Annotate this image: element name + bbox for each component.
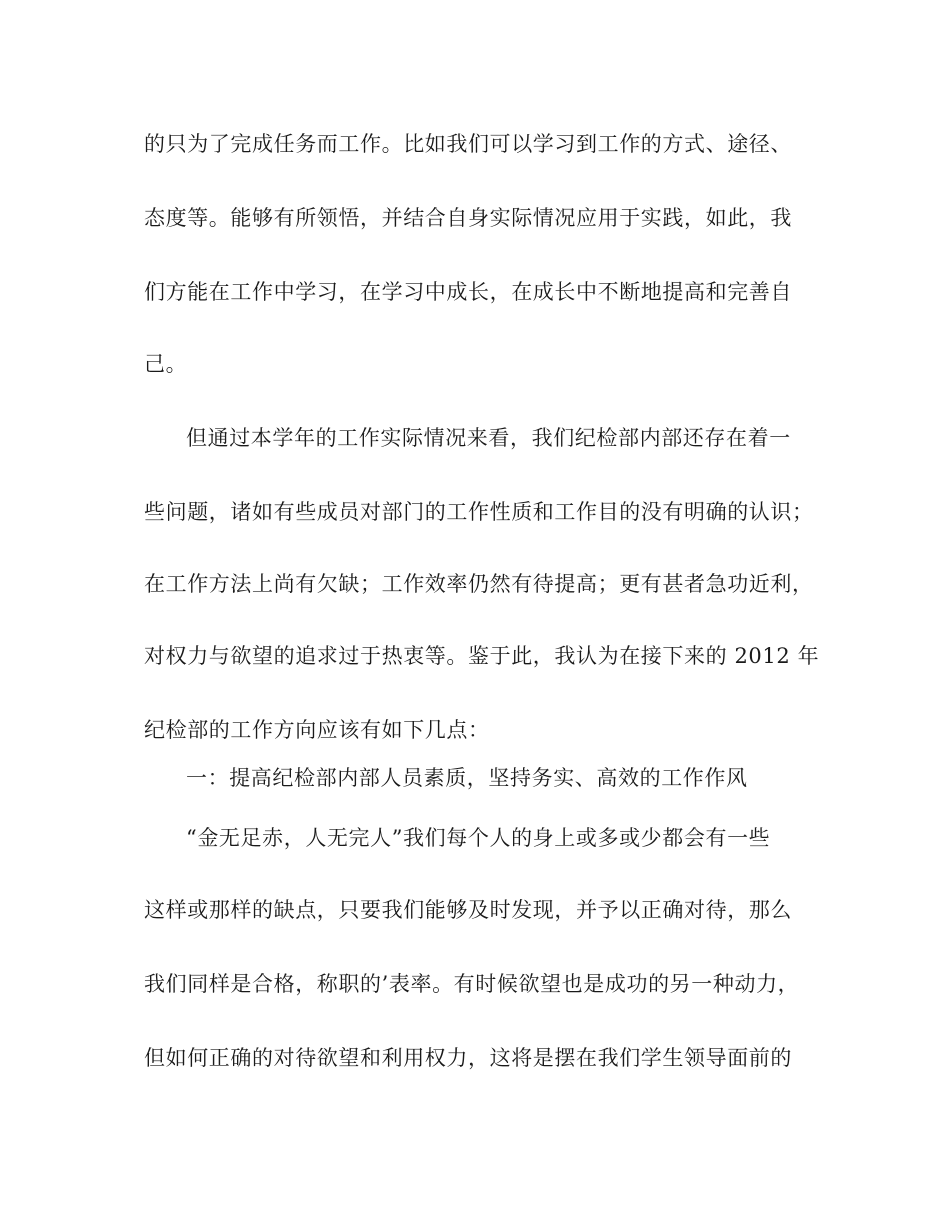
paragraph-line: 在工作方法上尚有欠缺；工作效率仍然有待提高；更有甚者急功近利， — [144, 572, 814, 596]
paragraph-line: 纪检部的工作方向应该有如下几点： — [144, 718, 490, 742]
paragraph-line: 己。 — [144, 352, 188, 376]
paragraph-line: 的只为了完成任务而工作。比如我们可以学习到工作的方式、途径、 — [144, 132, 792, 156]
paragraph-line: 我们同样是合格，称职的’表率。有时候欲望也是成功的另一种动力， — [144, 972, 800, 996]
paragraph-line: 但通过本学年的工作实际情况来看，我们纪检部内部还存在着一 — [186, 426, 791, 450]
paragraph-line: 态度等。能够有所领悟，并结合自身实际情况应用于实践，如此，我 — [144, 206, 792, 230]
paragraph-line: “金无足赤，人无完人”我们每个人的身上或多或少都会有一些 — [186, 826, 771, 850]
paragraph-line: 些问题，诸如有些成员对部门的工作性质和工作目的没有明确的认识； — [144, 500, 814, 524]
paragraph-line: 对权力与欲望的追求过于热衷等。鉴于此，我认为在接下来的 2012 年 — [144, 644, 820, 668]
paragraph-line: 这样或那样的缺点，只要我们能够及时发现，并予以正确对待，那么 — [144, 898, 792, 922]
paragraph-line: 但如何正确的对待欲望和利用权力，这将是摆在我们学生领导面前的 — [144, 1046, 792, 1070]
section-heading: 一：提高纪检部内部人员素质，坚持务实、高效的工作作风 — [186, 766, 748, 790]
paragraph-line: 们方能在工作中学习，在学习中成长，在成长中不断地提高和完善自 — [144, 280, 792, 304]
